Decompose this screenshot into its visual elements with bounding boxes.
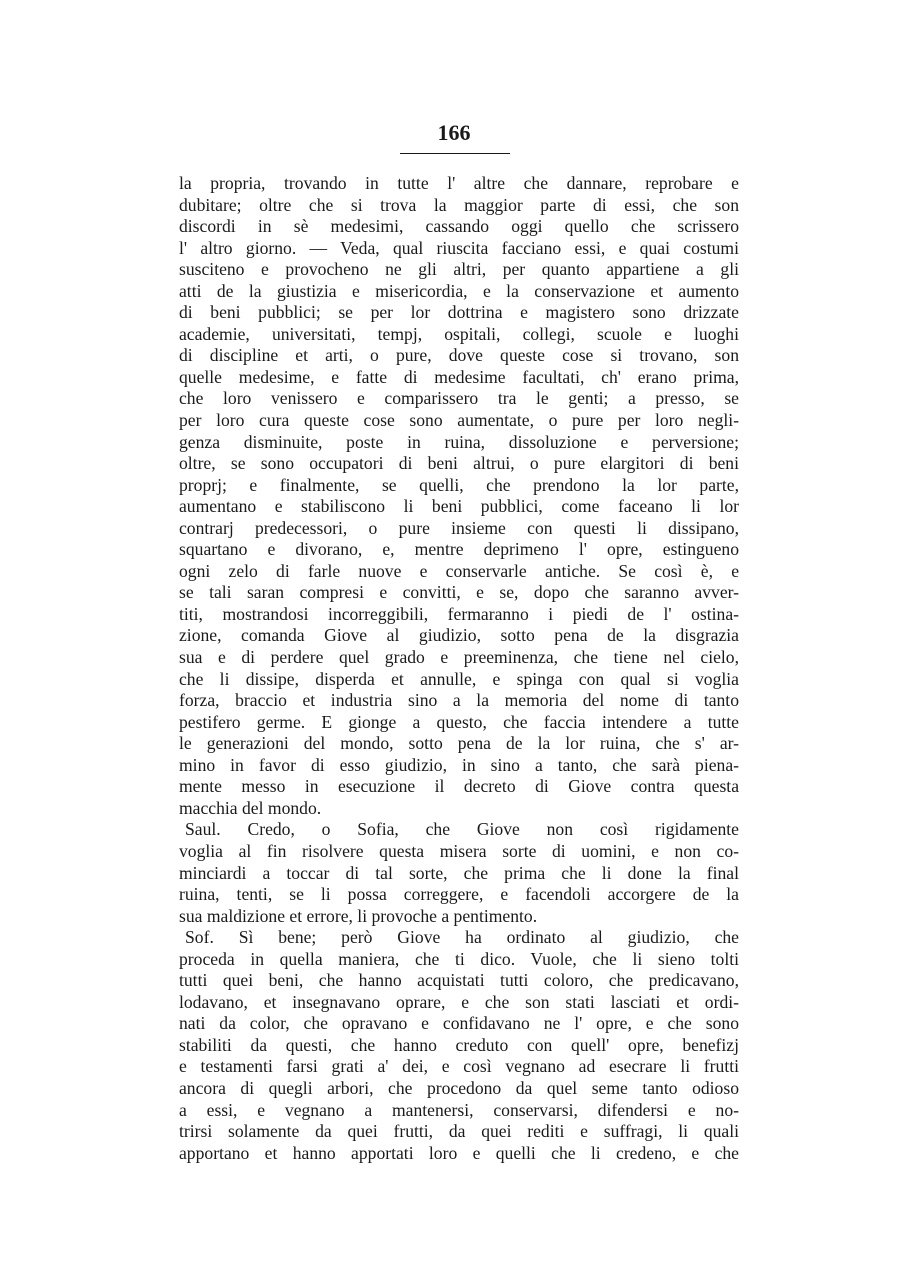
text-line: quelle medesime, e fatte di medesime facultati, ch' erano prima,: [179, 366, 739, 387]
text-line: l' altro giorno. — Veda, qual riuscita facciano essi, e quai costumi: [179, 237, 739, 258]
text-line: academie, universitati, tempj, ospitali, collegi, scuole e luoghi: [179, 323, 739, 344]
text-line: per loro cura queste cose sono aumentate, o pure per loro negli-: [179, 410, 739, 431]
text-line: forza, braccio et industria sino a la memoria del nome di tanto: [179, 690, 739, 711]
text-line: susciteno e provocheno ne gli altri, per quanto appartiene a gli: [179, 259, 739, 280]
text-line: lodavano, et insegnavano oprare, e che son stati lasciati et ordi-: [179, 991, 739, 1012]
text-line: minciardi a toccar di tal sorte, che prima che li done la final: [179, 862, 739, 883]
text-line: titi, mostrandosi incorreggibili, fermaranno i piedi de l' ostina-: [179, 603, 739, 624]
text-line: genza disminuite, poste in ruina, dissoluzione e perversione;: [179, 431, 739, 452]
paragraph-end-line: macchia del mondo.: [179, 797, 322, 818]
paragraph-end-line: sua maldizione et errore, li provoche a pentimento.: [179, 905, 538, 926]
text-line: squartano e divorano, e, mentre deprimeno l' opre, estingueno: [179, 539, 739, 560]
text-line: sua e di perdere quel grado e preeminenza, che tiene nel cielo,: [179, 647, 739, 668]
text-line: proprj; e finalmente, se quelli, che prendono la lor parte,: [179, 474, 739, 495]
text-line: che loro venissero e comparissero tra le genti; a presso, se: [179, 388, 739, 409]
text-line: di discipline et arti, o pure, dove queste cose si trovano, son: [179, 345, 739, 366]
text-line: ancora di quegli arbori, che procedono da quel seme tanto odioso: [179, 1077, 739, 1098]
text-line: ogni zelo di farle nuove e conservarle antiche. Se così è, e: [179, 560, 739, 581]
dialogue-line-sofia: Sof. Sì bene; però Giove ha ordinato al giudizio, che: [185, 927, 739, 948]
text-line: trirsi solamente da quei frutti, da quei rediti e suffragi, li quali: [179, 1121, 739, 1142]
text-line: le generazioni del mondo, sotto pena de la lor ruina, che s' ar-: [179, 733, 739, 754]
text-line: voglia al fin risolvere questa misera sorte di uomini, e non co-: [179, 840, 739, 861]
text-line: a essi, e vegnano a mantenersi, conservarsi, difendersi e no-: [179, 1099, 739, 1120]
text-line: discordi in sè medesimi, cassando oggi quello che scrissero: [179, 216, 739, 237]
header-rule: [400, 153, 510, 154]
text-line: mente messo in esecuzione il decreto di Giove contra questa: [179, 776, 739, 797]
text-line: atti de la giustizia e misericordia, e la conservazione et aumento: [179, 280, 739, 301]
text-line: mino in favor di esso giudizio, in sino a tanto, che sarà piena-: [179, 754, 739, 775]
text-line: la propria, trovando in tutte l' altre che dannare, reprobare e: [179, 173, 739, 193]
text-line: e testamenti farsi grati a' dei, e così vegnano ad esecrare li frutti: [179, 1056, 739, 1077]
dialogue-line-saul: Saul. Credo, o Sofia, che Giove non così rigidamente: [185, 819, 739, 840]
text-line: stabiliti da questi, che hanno creduto con quell' opre, benefizj: [179, 1034, 739, 1055]
text-line: aumentano e stabiliscono li beni pubblici, come faceano li lor: [179, 496, 739, 517]
text-line: che li dissipe, disperda et annulle, e spinga con qual si voglia: [179, 668, 739, 689]
text-line: di beni pubblici; se per lor dottrina e magistero sono drizzate: [179, 302, 739, 323]
text-line: ruina, tenti, se li possa correggere, e facendoli accorgere de la: [179, 884, 739, 905]
text-line: apportano et hanno apportati loro e quelli che li credeno, e che: [179, 1142, 739, 1163]
page-number: 166: [437, 120, 471, 145]
text-line: nati da color, che opravano e confidavano ne l' opre, e che sono: [179, 1013, 739, 1034]
text-line: contrarj predecessori, o pure insieme con questi li dissipano,: [179, 517, 739, 538]
body-text: [179, 173, 739, 1164]
text-line: oltre, se sono occupatori di beni altrui, o pure elargitori di beni: [179, 453, 739, 474]
text-line: se tali saran compresi e convitti, e se, dopo che saranno avver-: [179, 582, 739, 603]
text-line: proceda in quella maniera, che ti dico. Vuole, che li sieno tolti: [179, 948, 739, 969]
text-line: pestifero germe. E gionge a questo, che faccia intendere a tutte: [179, 711, 739, 732]
text-line: dubitare; oltre che si trova la maggior parte di essi, che son: [179, 194, 739, 215]
text-line: zione, comanda Giove al giudizio, sotto pena de la disgrazia: [179, 625, 739, 646]
text-line: tutti quei beni, che hanno acquistati tutti coloro, che predicavano,: [179, 970, 739, 991]
